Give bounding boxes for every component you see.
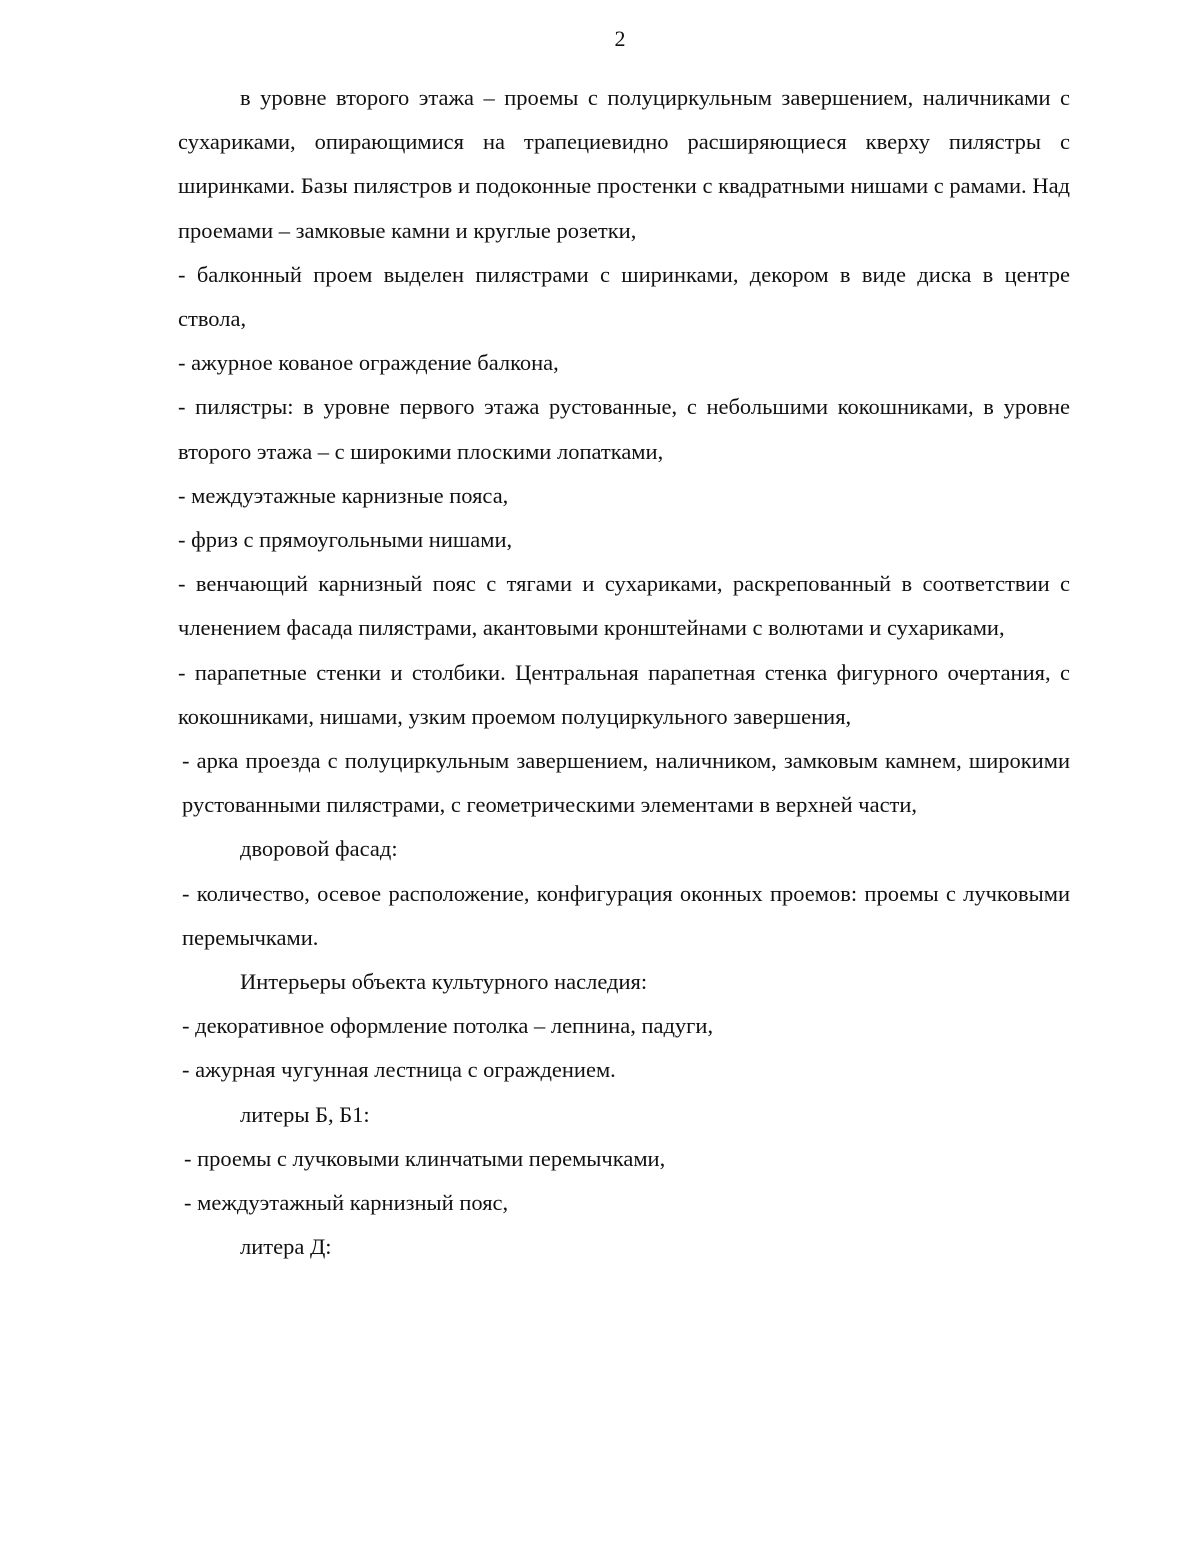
list-item-arched-lintels: - проемы с лучковыми клинчатыми перемычками, bbox=[184, 1145, 666, 1171]
section-heading-courtyard-facade: дворовой фасад: bbox=[240, 836, 398, 862]
section-heading-interiors: Интерьеры объекта культурного наследия: bbox=[240, 969, 648, 995]
section-heading-liters-b-b1: литеры Б, Б1: bbox=[240, 1101, 370, 1127]
list-item-window-openings: - количество, осевое расположение, конфигурация оконных проемов: проемы с лучковыми перемычками. bbox=[182, 880, 1070, 950]
list-item-cornice-belt: - междуэтажный карнизный пояс, bbox=[184, 1190, 509, 1216]
list-item-balcony-railing: - ажурное кованое ограждение балкона, bbox=[178, 350, 559, 376]
section-heading-liter-d: литера Д: bbox=[240, 1234, 332, 1260]
list-item-cornice-belts: - междуэтажные карнизные пояса, bbox=[178, 482, 509, 508]
paragraph-second-floor-openings: в уровне второго этажа – проемы с полуциркульным завершением, наличниками с сухариками, опирающимися на трапециевидно расширяющиеся кверху пилястры с ширинками. Базы пилястров и подоконные простенки с квадратными нишами с рамами. Над проемами – замковые камни и круглые розетки, bbox=[178, 85, 1070, 243]
list-item-staircase: - ажурная чугунная лестница с ограждением. bbox=[182, 1057, 616, 1083]
list-item-pilasters: - пилястры: в уровне первого этажа рустованные, с небольшими кокошниками, в уровне второго этажа – с широкими плоскими лопатками, bbox=[178, 394, 1070, 464]
list-item-frieze: - фриз с прямоугольными нишами, bbox=[178, 527, 513, 553]
page-number: 2 bbox=[614, 26, 626, 51]
list-item-crowning-cornice: - венчающий карнизный пояс с тягами и сухариками, раскрепованный в соответствии с членением фасада пилястрами, акантовыми кронштейнами с волютами и сухариками, bbox=[178, 571, 1070, 641]
list-item-passage-arch: - арка проезда с полуциркульным завершением, наличником, замковым камнем, широкими рустованными пилястрами, с геометрическими элементами в верхней части, bbox=[182, 748, 1070, 818]
list-item-ceiling-decor: - декоративное оформление потолка – лепнина, падуги, bbox=[182, 1013, 714, 1039]
list-item-balcony-opening: - балконный проем выделен пилястрами с ширинками, декором в виде диска в центре ствола, bbox=[178, 261, 1070, 332]
document-body bbox=[178, 76, 1070, 1269]
list-item-parapet: - парапетные стенки и столбики. Центральная парапетная стенка фигурного очертания, с кокошниками, нишами, узким проемом полуциркульного завершения, bbox=[178, 659, 1070, 729]
